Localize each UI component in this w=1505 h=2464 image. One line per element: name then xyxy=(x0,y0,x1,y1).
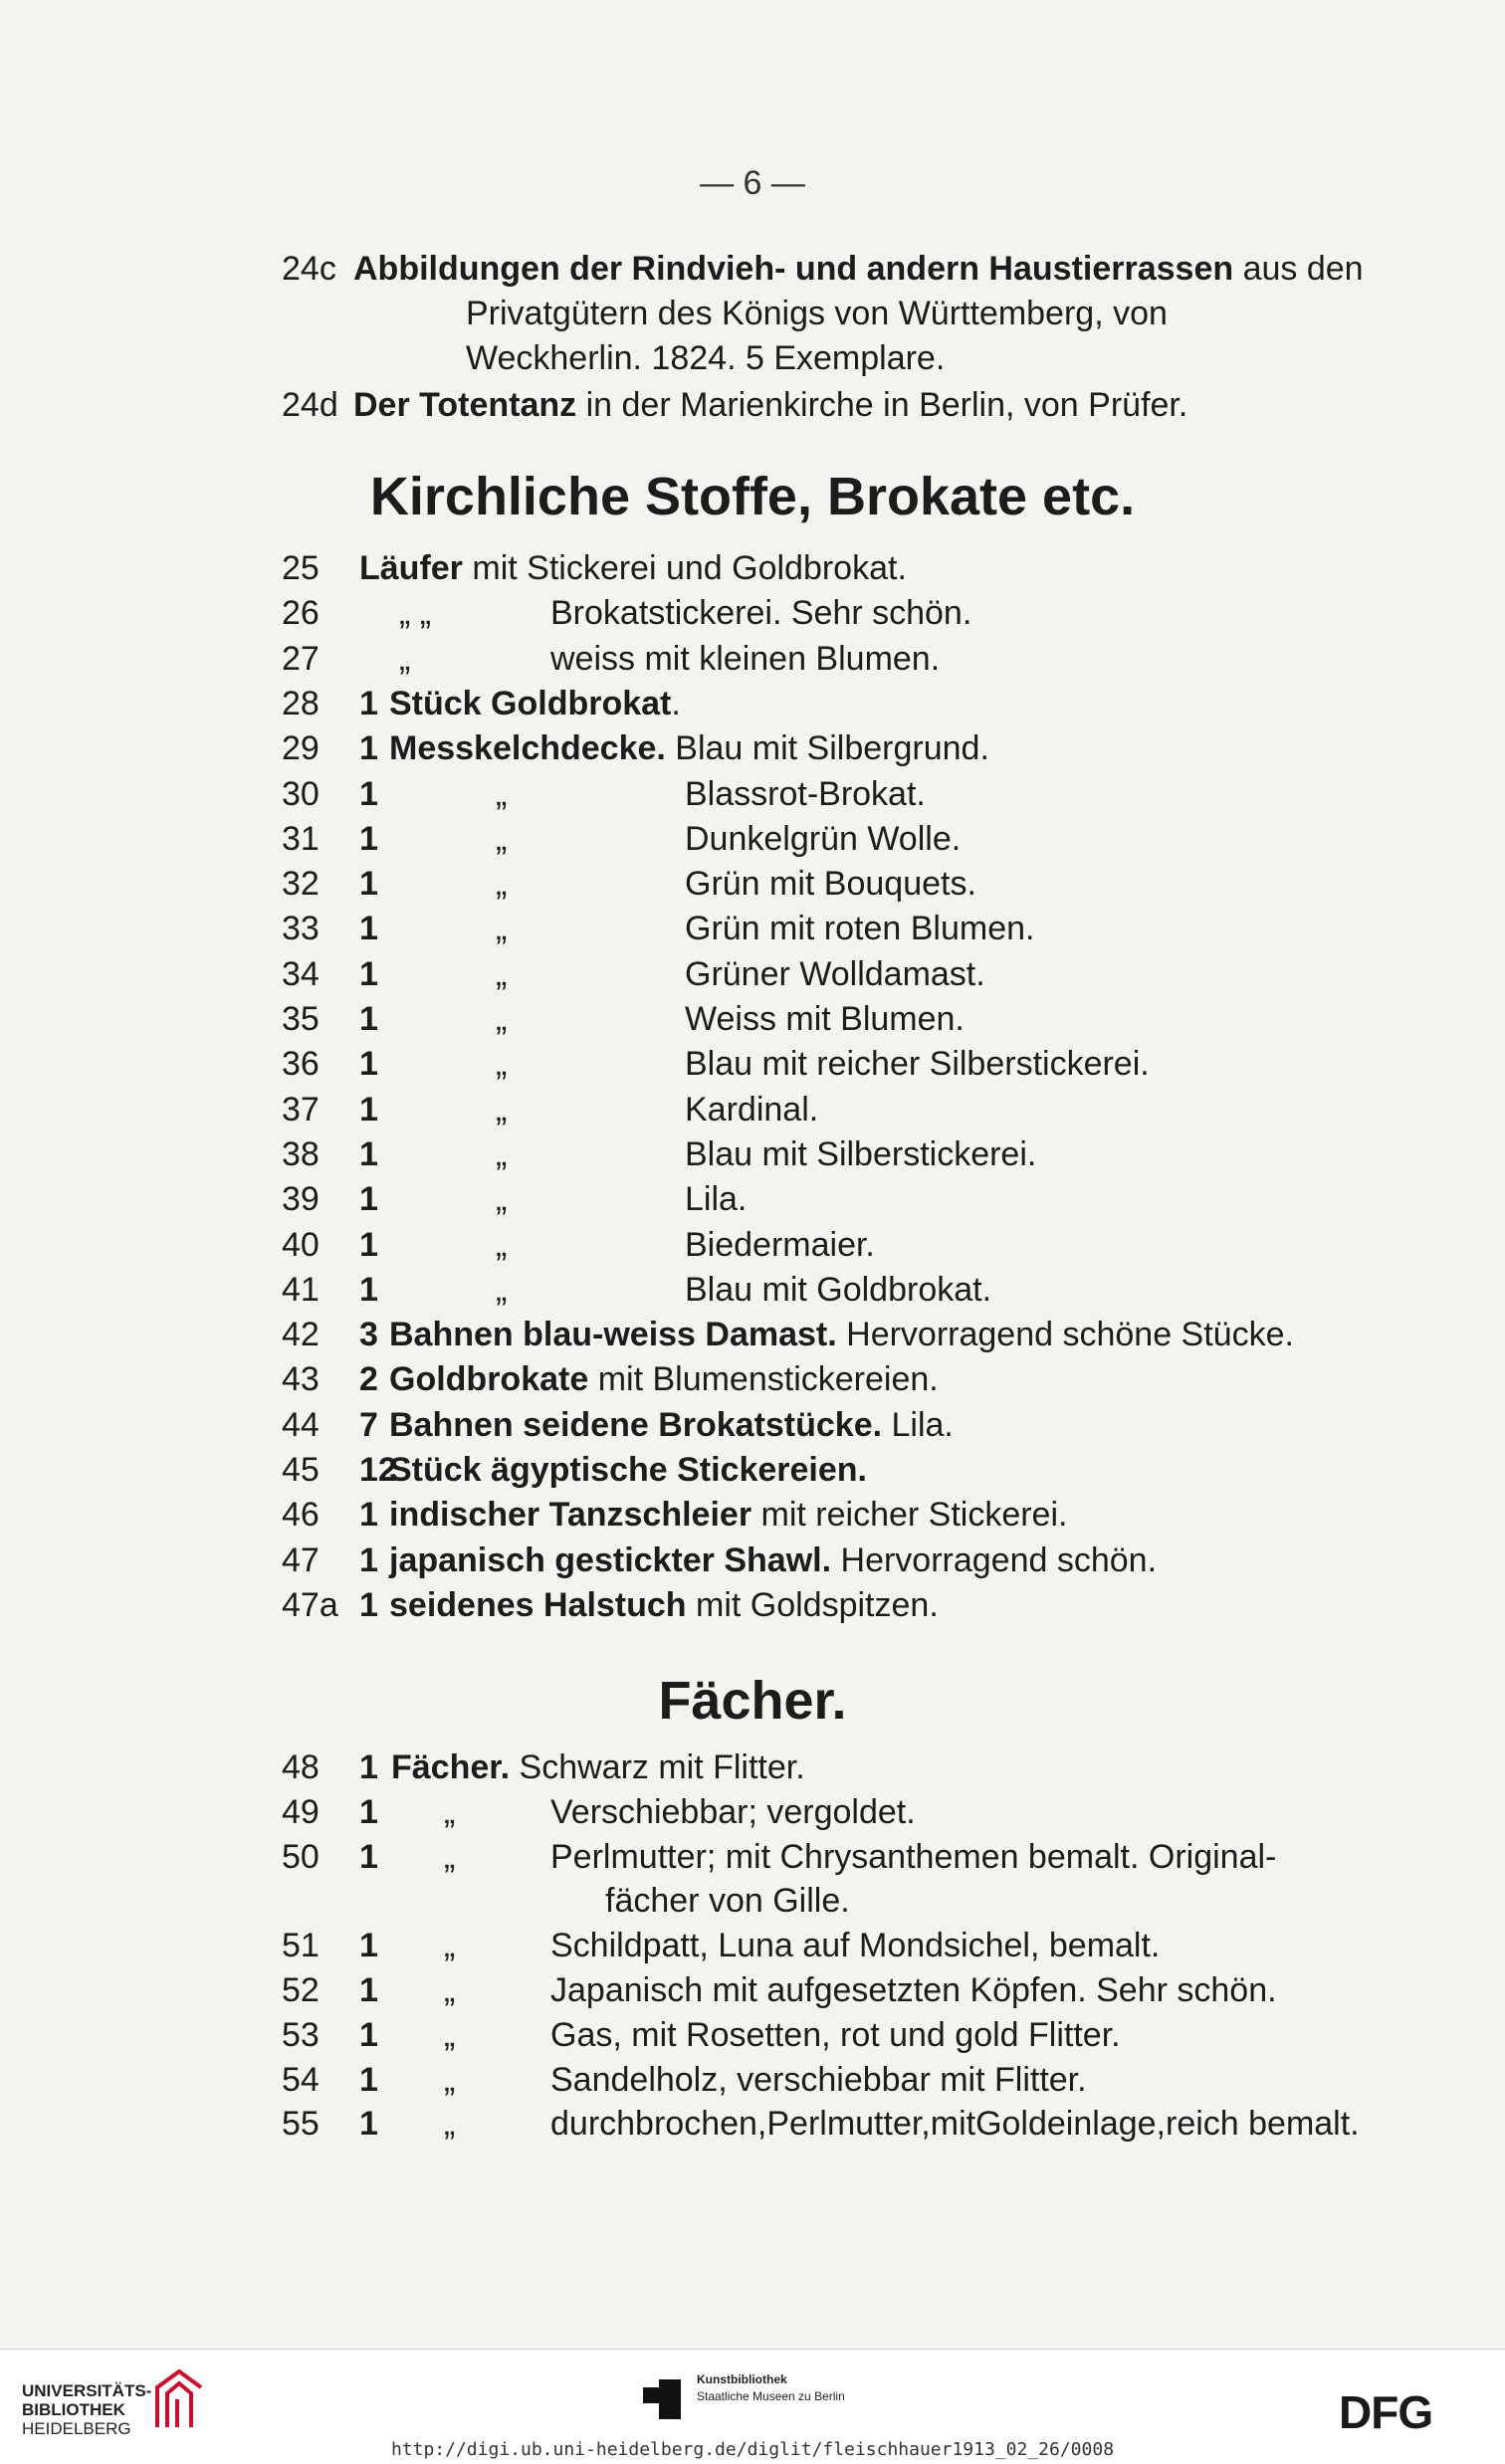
entry-number: 51 xyxy=(282,1927,320,1965)
entry-text: Verschiebbar; vergoldet. xyxy=(550,1792,916,1831)
entry-quantity: 1 xyxy=(359,2060,378,2099)
entry-number: 40 xyxy=(282,1225,320,1264)
entry-description xyxy=(550,1924,1160,1967)
entry-text: Blau mit Goldbrokat. xyxy=(685,1270,992,1309)
entry-text: Biedermaier. xyxy=(685,1225,875,1264)
entry-number: 48 xyxy=(282,1748,320,1786)
entry-quantity: 1 xyxy=(359,1837,378,1876)
page-number: — 6 — xyxy=(700,164,805,202)
entry-text: Grüner Wolldamast. xyxy=(685,954,985,993)
entry-description xyxy=(389,1539,1157,1582)
entry-number: 47 xyxy=(282,1540,320,1579)
entry-number: 29 xyxy=(282,729,320,768)
entry-quantity: 1 xyxy=(359,1090,378,1129)
entry-description xyxy=(685,907,1034,950)
permalink-url[interactable]: http://digi.ub.uni-heidelberg.de/diglit/fleischhauer1913_02_26/0008 xyxy=(390,2439,1115,2460)
entry-quantity: 1 xyxy=(359,1225,378,1264)
ditto-mark: „ xyxy=(496,1225,508,1264)
entry-quantity: 1 xyxy=(359,1792,378,1831)
ditto-mark: „ xyxy=(444,1927,456,1965)
entry-text: fächer von Gille. xyxy=(605,1882,850,1921)
entry-description xyxy=(389,1403,954,1447)
entry-description xyxy=(685,1223,875,1267)
entry-description xyxy=(389,682,681,725)
entry-description xyxy=(605,1879,850,1923)
entry-description xyxy=(391,1745,805,1789)
entry-quantity: 1 xyxy=(359,1180,378,1219)
entry-text: Hervorragend schöne Stücke. xyxy=(836,1316,1294,1354)
entry-number: 30 xyxy=(282,774,320,813)
ditto-mark: „ xyxy=(496,819,508,858)
entry-number: 44 xyxy=(282,1405,320,1444)
ditto-mark: „ xyxy=(444,1837,456,1876)
ditto-mark: „ xyxy=(496,774,508,813)
entry-number: 36 xyxy=(282,1045,320,1084)
entry-text: weiss mit kleinen Blumen. xyxy=(550,639,941,678)
entry-text: Grün mit Bouquets. xyxy=(685,865,976,904)
entry-quantity: 1 xyxy=(359,2105,378,2144)
entry-quantity: 12 xyxy=(359,1451,397,1489)
entry-number: 24d xyxy=(282,386,338,424)
entry-description xyxy=(550,1835,1276,1879)
entry-description xyxy=(685,862,976,906)
entry-description xyxy=(550,2102,1360,2146)
entry-number: 35 xyxy=(282,1000,320,1038)
entry-description xyxy=(685,952,985,996)
entry-quantity: 1 xyxy=(359,774,378,813)
ditto-mark: „ xyxy=(444,2105,456,2144)
entry-number: 26 xyxy=(282,594,320,633)
entry-text: Sandelholz, verschiebbar mit Flitter. xyxy=(550,2060,1087,2099)
entry-title: Goldbrokate xyxy=(389,1360,589,1399)
ub-line-2: BIBLIOTHEK xyxy=(22,2400,125,2419)
entry-quantity: 1 xyxy=(359,1540,378,1579)
entry-title: japanisch gestickter Shawl. xyxy=(389,1540,832,1579)
entry-title: Bahnen blau-weiss Damast. xyxy=(389,1316,837,1354)
entry-title: Stück ägyptische Stickereien. xyxy=(389,1451,867,1489)
entry-quantity: 1 xyxy=(359,684,378,722)
ditto-mark: „ xyxy=(496,1000,508,1038)
section-heading-stoffe: Kirchliche Stoffe, Brokate etc. xyxy=(369,467,1136,526)
entry-quantity: 1 xyxy=(359,2015,378,2054)
ditto-mark: „ xyxy=(496,1180,508,1219)
ub-line-1: UNIVERSITÄTS- xyxy=(22,2381,152,2400)
entry-title: Bahnen seidene Brokatstücke. xyxy=(389,1405,883,1444)
entry-text: mit reicher Stickerei. xyxy=(752,1496,1068,1535)
entry-quantity: 1 xyxy=(359,1927,378,1965)
kb-line-2: Staatliche Museen zu Berlin xyxy=(697,2389,845,2403)
entry-number: 33 xyxy=(282,910,320,948)
entry-text: mit Blumenstickereien. xyxy=(588,1360,939,1399)
entry-text: Gas, mit Rosetten, rot und gold Flitter. xyxy=(550,2015,1121,2054)
entry-number: 53 xyxy=(282,2015,320,2054)
entry-text: Blassrot-Brokat. xyxy=(685,774,926,813)
entry-number: 47a xyxy=(282,1585,338,1624)
intro-line xyxy=(466,336,1376,380)
entry-number: 49 xyxy=(282,1792,320,1831)
entry-description xyxy=(685,1177,747,1221)
entry-quantity: 1 xyxy=(359,1585,378,1624)
entry-description xyxy=(389,1493,1067,1537)
entry-number: 25 xyxy=(282,549,320,587)
entry-number: 24c xyxy=(282,250,336,288)
entry-number: 38 xyxy=(282,1134,320,1173)
entry-text: in der Marienkirche in Berlin, von Prüfer. xyxy=(576,386,1188,424)
entry-title: Fächer. xyxy=(391,1748,511,1786)
entry-title: Der Totentanz xyxy=(353,386,577,424)
entry-description xyxy=(389,726,989,770)
entry-quantity: 1 xyxy=(359,954,378,993)
entry-title: Messkelchdecke. xyxy=(389,729,666,768)
entry-number: 31 xyxy=(282,819,320,858)
ditto-mark: „ xyxy=(496,1270,508,1309)
entry-description xyxy=(550,2013,1121,2057)
entry-quantity: 1 xyxy=(359,865,378,904)
entry-quantity: 1 xyxy=(359,1134,378,1173)
entry-text: . xyxy=(671,684,681,722)
ditto-mark: „ xyxy=(496,910,508,948)
entry-text: Kardinal. xyxy=(685,1090,819,1129)
entry-text: Japanisch mit aufgesetzten Köpfen. Sehr schön. xyxy=(550,1971,1277,2009)
entry-text: Blau mit reicher Silberstickerei. xyxy=(685,1045,1150,1084)
section-heading-faecher: Fächer. xyxy=(658,1671,847,1731)
intro-line xyxy=(282,383,1376,427)
entry-description xyxy=(685,1268,991,1312)
entry-description xyxy=(389,1448,867,1492)
entry-title: Abbildungen der Rindvieh- und andern Haustierrassen xyxy=(353,250,1234,288)
entry-title: indischer Tanzschleier xyxy=(389,1496,752,1535)
kb-line-1: Kunstbibliothek xyxy=(697,2372,787,2386)
entry-quantity: 1 xyxy=(359,1000,378,1038)
intro-line xyxy=(466,292,1376,335)
intro-continuation: Weckherlin. 1824. 5 Exemplare. xyxy=(466,339,946,377)
entry-number: 34 xyxy=(282,954,320,993)
ditto-mark: „ xyxy=(496,954,508,993)
entry-quantity: 1 xyxy=(359,1496,378,1535)
entry-number: 32 xyxy=(282,865,320,904)
ub-heidelberg-logo-icon xyxy=(149,2365,209,2435)
entry-description xyxy=(550,591,971,635)
entry-number: 50 xyxy=(282,1837,320,1876)
entry-number: 55 xyxy=(282,2105,320,2144)
ditto-mark: „ xyxy=(444,2060,456,2099)
entry-description xyxy=(685,772,926,816)
entry-text: Brokatstickerei. Sehr schön. xyxy=(550,594,972,633)
entry-description xyxy=(389,1313,1294,1356)
entry-number: 46 xyxy=(282,1496,320,1535)
footer-bar xyxy=(0,2349,1505,2464)
entry-quantity: 1 xyxy=(359,1270,378,1309)
entry-description xyxy=(550,1968,1277,2012)
entry-text: mit Stickerei und Goldbrokat. xyxy=(462,549,907,587)
entry-description xyxy=(685,817,961,861)
dfg-logo: DFG xyxy=(1339,2386,1433,2438)
entry-quantity: 3 xyxy=(359,1316,378,1354)
entry-quantity: 1 xyxy=(359,910,378,948)
entry-text: Lila. xyxy=(882,1405,954,1444)
entry-title: Stück Goldbrokat xyxy=(389,684,672,722)
entry-quantity: 1 xyxy=(359,729,378,768)
intro-continuation: Privatgütern des Königs von Württemberg, von xyxy=(466,295,1168,332)
kunstbibliothek-logo-icon xyxy=(639,2377,687,2421)
entry-quantity: 1 xyxy=(359,1748,378,1786)
entry-quantity: 2 xyxy=(359,1360,378,1399)
entry-description xyxy=(389,1357,939,1401)
entry-description xyxy=(550,637,940,681)
ditto-mark: „ xyxy=(444,1971,456,2009)
ditto-mark: „ xyxy=(496,1134,508,1173)
entry-number: 52 xyxy=(282,1971,320,2009)
entry-text: Perlmutter; mit Chrysanthemen bemalt. Original- xyxy=(550,1837,1277,1876)
kunstbibliothek-logo-text xyxy=(697,2371,845,2405)
entry-text: aus den xyxy=(1233,250,1364,288)
entry-text: mit Goldspitzen. xyxy=(686,1585,939,1624)
entry-description xyxy=(550,2058,1087,2102)
entry-description xyxy=(685,997,965,1041)
ditto-mark: „ xyxy=(399,639,411,678)
ditto-mark: „ xyxy=(496,1090,508,1129)
entry-title: Läufer xyxy=(359,549,463,587)
entry-text: Weiss mit Blumen. xyxy=(685,1000,965,1038)
entry-number: 45 xyxy=(282,1451,320,1489)
ditto-mark: „ „ xyxy=(399,594,432,633)
entry-text: Grün mit roten Blumen. xyxy=(685,910,1035,948)
entry-number: 39 xyxy=(282,1180,320,1219)
entry-text: Hervorragend schön. xyxy=(831,1540,1158,1579)
entry-number: 43 xyxy=(282,1360,320,1399)
intro-line xyxy=(282,247,1376,291)
ditto-mark: „ xyxy=(496,1045,508,1084)
ub-heidelberg-logo-text[interactable] xyxy=(22,2381,151,2438)
entry-description xyxy=(685,1132,1036,1176)
entry-text: Dunkelgrün Wolle. xyxy=(685,819,962,858)
entry-number: 42 xyxy=(282,1316,320,1354)
entry-description xyxy=(550,1790,916,1834)
entry-quantity: 7 xyxy=(359,1405,378,1444)
entry-title: seidenes Halstuch xyxy=(389,1585,687,1624)
ub-line-3: HEIDELBERG xyxy=(22,2419,131,2438)
entry-text: Blau mit Silberstickerei. xyxy=(685,1134,1037,1173)
ditto-mark: „ xyxy=(496,865,508,904)
entry-number: 37 xyxy=(282,1090,320,1129)
entry-quantity: 1 xyxy=(359,819,378,858)
entry-description xyxy=(359,546,907,590)
entry-description xyxy=(685,1042,1150,1086)
entry-number: 41 xyxy=(282,1270,320,1309)
entry-quantity: 1 xyxy=(359,1045,378,1084)
entry-text: Blau mit Silbergrund. xyxy=(665,729,989,768)
entry-description xyxy=(389,1583,939,1627)
entry-number: 27 xyxy=(282,639,320,678)
entry-description xyxy=(685,1088,818,1131)
entry-text: Schildpatt, Luna auf Mondsichel, bemalt. xyxy=(550,1927,1161,1965)
entry-text: durchbrochen,Perlmutter,mitGoldeinlage,reich bemalt. xyxy=(550,2105,1360,2144)
entry-number: 54 xyxy=(282,2060,320,2099)
entry-text: Lila. xyxy=(685,1180,748,1219)
ditto-mark: „ xyxy=(444,1792,456,1831)
entry-number: 28 xyxy=(282,684,320,722)
ditto-mark: „ xyxy=(444,2015,456,2054)
entry-quantity: 1 xyxy=(359,1971,378,2009)
entry-text: Schwarz mit Flitter. xyxy=(510,1748,805,1786)
